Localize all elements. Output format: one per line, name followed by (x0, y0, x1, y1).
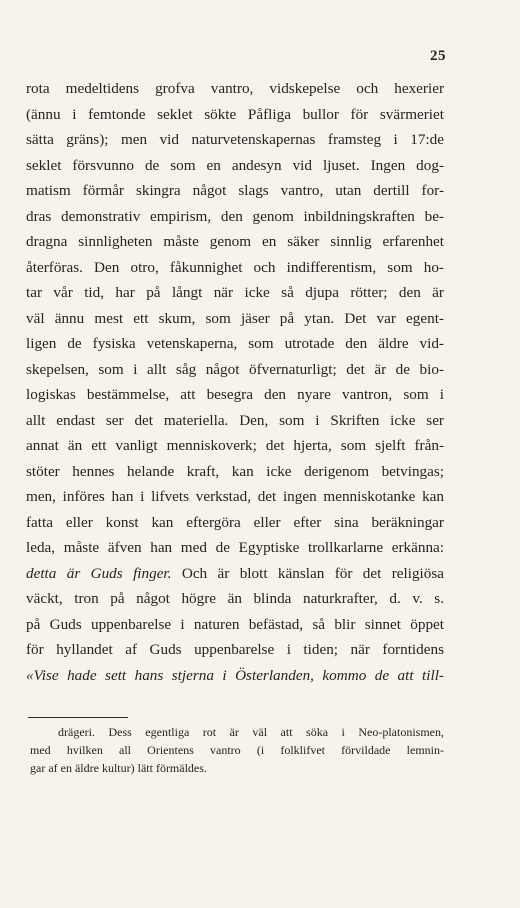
text-span: Och är blott känslan för det religiösa (171, 564, 444, 582)
text-line: allt endast ser det materiella. Den, som i Skriften icke ser (26, 411, 444, 429)
text-line: leda, måste äfven han med de Egyptiske trollkarlarne erkänna: (26, 539, 444, 556)
text-line: väckt, tron på något högre än blinda naturkrafter, d. v. s. (26, 590, 444, 607)
text-line: sätta gräns); men vid naturvetenskapernas framsteg i 17:de (26, 131, 444, 148)
text-line: dras demonstrativ empirism, den genom inbildningskraften be- (26, 207, 444, 225)
text-line: fatta eller konst kan eftergöra eller efter sina beräkningar (26, 513, 444, 531)
text-line: stöter hennes helande kraft, kan icke derigenom betvingas; (26, 462, 444, 480)
body-text (26, 76, 444, 688)
text-line: seklet försvunno de som en andesyn vid ljuset. Ingen dog- (26, 156, 444, 174)
text-line (26, 561, 444, 587)
text-line: rota medeltidens grofva vantro, vidskepelse och hexerier (26, 80, 444, 97)
text-line: logiskas bestämmelse, att besegra den nyare vantron, som i (26, 386, 444, 403)
text-line: tar vår tid, har på långt när icke så djupa rötter; den är (26, 284, 444, 301)
text-line: för hyllandet af Guds uppenbarelse i tiden; när forntidens (26, 641, 444, 658)
text-line: annat än ett vanligt menniskoverk; det hjerta, som sjelft från- (26, 437, 444, 454)
footnote-line: med hvilken all Orientens vantro (i folklifvet förvildade lemnin- (30, 743, 444, 757)
page-number: 25 (430, 48, 446, 64)
text-line: skepelsen, som i allt såg något öfvernaturligt; det är de bio- (26, 360, 444, 378)
footnote-line: drägeri. Dess egentliga rot är väl att söka i Neo-platonismen, (58, 725, 444, 739)
text-line: men, införes han i lifvets verkstad, det ingen menniskotanke kan (26, 488, 444, 505)
text-line: väl ännu mest ett skum, som jäser på ytan. Det var egent- (26, 309, 444, 327)
text-line: på Guds uppenbarelse i naturen befästad, så blir sinnet öppet (26, 615, 444, 633)
text-line: (ännu i femtonde seklet sökte Påfliga bullor för svärmeriet (26, 105, 444, 123)
text-line: återföras. Den otro, fåkunnighet och indifferentism, som ho- (26, 258, 444, 276)
text-line: ligen de fysiska vetenskaperna, som utrotade den äldre vid- (26, 335, 444, 352)
italic-phrase: detta är Guds finger. (26, 564, 172, 582)
footnote (30, 723, 444, 777)
text-line: dragna sinnligheten måste genom en säker sinnlig erfarenhet (26, 233, 444, 250)
footnote-divider (28, 717, 128, 718)
footnote-line: gar af en äldre kultur) lätt förmäldes. (30, 761, 207, 775)
text-line: matism förmår skingra något slags vantro, utan dertill for- (26, 182, 444, 199)
text-line: «Vise hade sett hans stjerna i Österlanden, kommo de att till- (26, 666, 444, 684)
